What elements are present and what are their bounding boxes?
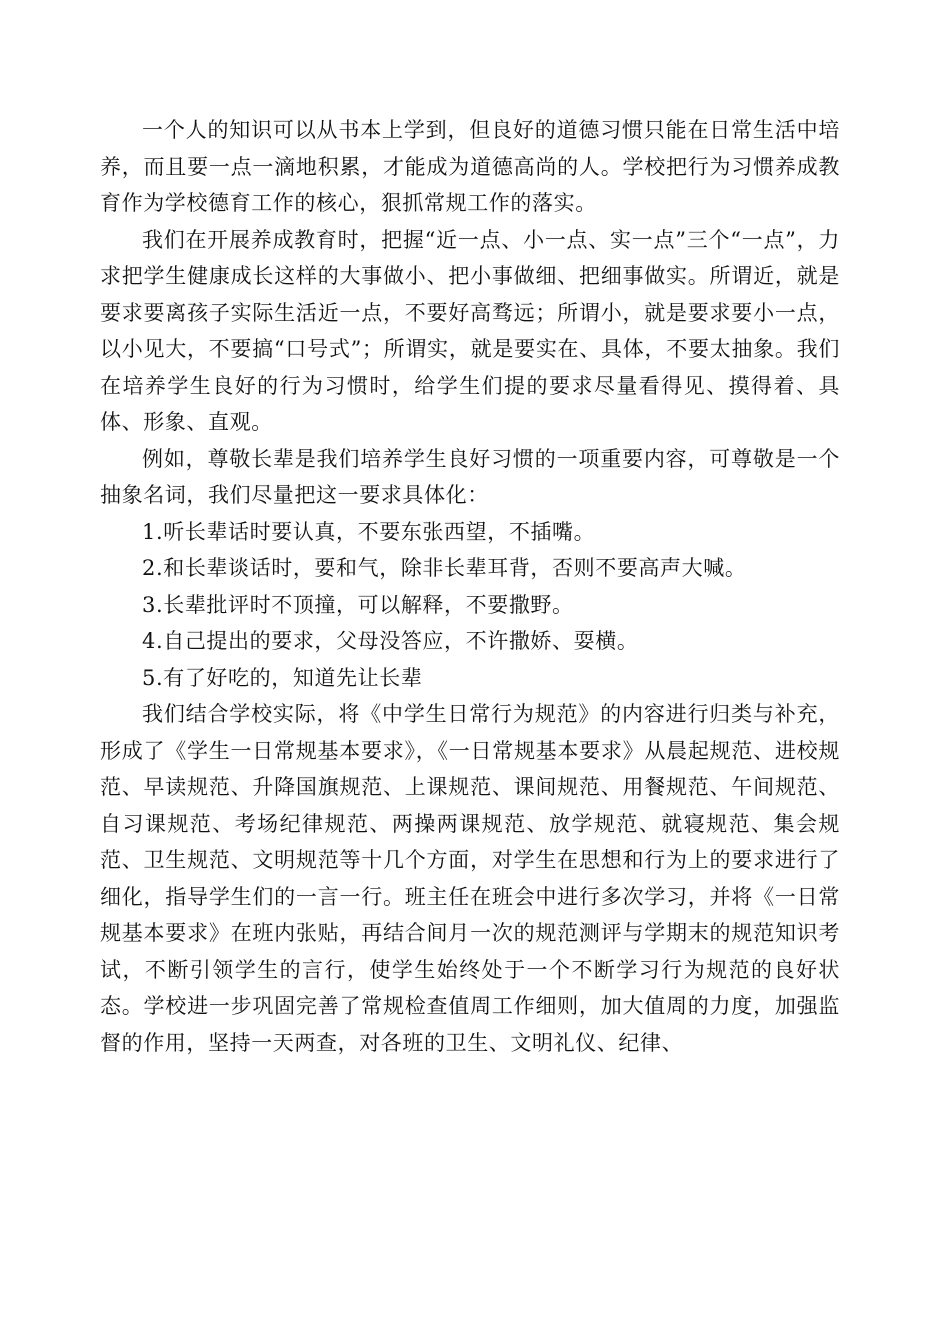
paragraph-intro: 一个人的知识可以从书本上学到，但良好的道德习惯只能在日常生活中培养，而且要一点一滴地积累，才能成为道德高尚的人。学校把行为习惯养成教育作为学校德育工作的核心，狠抓常规工作的落实。 bbox=[100, 118, 840, 215]
list-item: 3.长辈批评时不顶撞，可以解释，不要撒野。 bbox=[142, 592, 574, 617]
list-item: 1.听长辈话时要认真，不要东张西望，不插嘴。 bbox=[142, 519, 596, 544]
list-item: 5.有了好吃的，知道先让长辈 bbox=[142, 665, 423, 690]
list-item: 2.和长辈谈话时，要和气，除非长辈耳背，否则不要高声大喊。 bbox=[142, 556, 747, 580]
paragraph-example: 例如，尊敬长辈是我们培养学生良好习惯的一项重要内容，可尊敬是一个抽象名词，我们尽量把这一要求具体化： bbox=[100, 446, 840, 507]
paragraph-daily-norms: 我们结合学校实际，将《中学生日常行为规范》的内容进行归类与补充，形成了《学生一日常规基本要求》，《一日常规基本要求》从晨起规范、进校规范、早读规范、升降国旗规范、上课规范、课间规范、用餐规范、午间规范、自习课规范、考场纪律规范、两操两课规范、放学规范、就寝规范、集会规范、卫生规范、文明规范等十几个方面，对学生在思想和行为上的要求进行了细化，指导学生们的一言一行。班主任在班会中进行多次学习，并将《一日常规基本要求》在班内张贴，再结合间月一次的规范测评与学期末的规范知识考试，不断引领学生的言行，使学生始终处于一个不断学习行为规范的良好状态。学校进一步巩固完善了常规检查值周工作细则，加大值周的力度，加强监督的作用，坚持一天两查，对各班的卫生、文明礼仪、纪律、 bbox=[100, 702, 840, 1055]
document-body bbox=[100, 112, 840, 1061]
paragraph-three-points: 我们在开展养成教育时，把握“近一点、小一点、实一点”三个“一点”，力求把学生健康成长这样的大事做小、把小事做细、把细事做实。所谓近，就是要求要离孩子实际生活近一点，不要好高骛远；所谓小，就是要求要小一点，以小见大，不要搞“口号式”；所谓实，就是要实在、具体，不要太抽象。我们在培养学生良好的行为习惯时，给学生们提的要求尽量看得见、摸得着、具体、形象、直观。 bbox=[100, 227, 840, 434]
list-item: 4.自己提出的要求，父母没答应，不许撒娇、耍横。 bbox=[142, 629, 639, 653]
